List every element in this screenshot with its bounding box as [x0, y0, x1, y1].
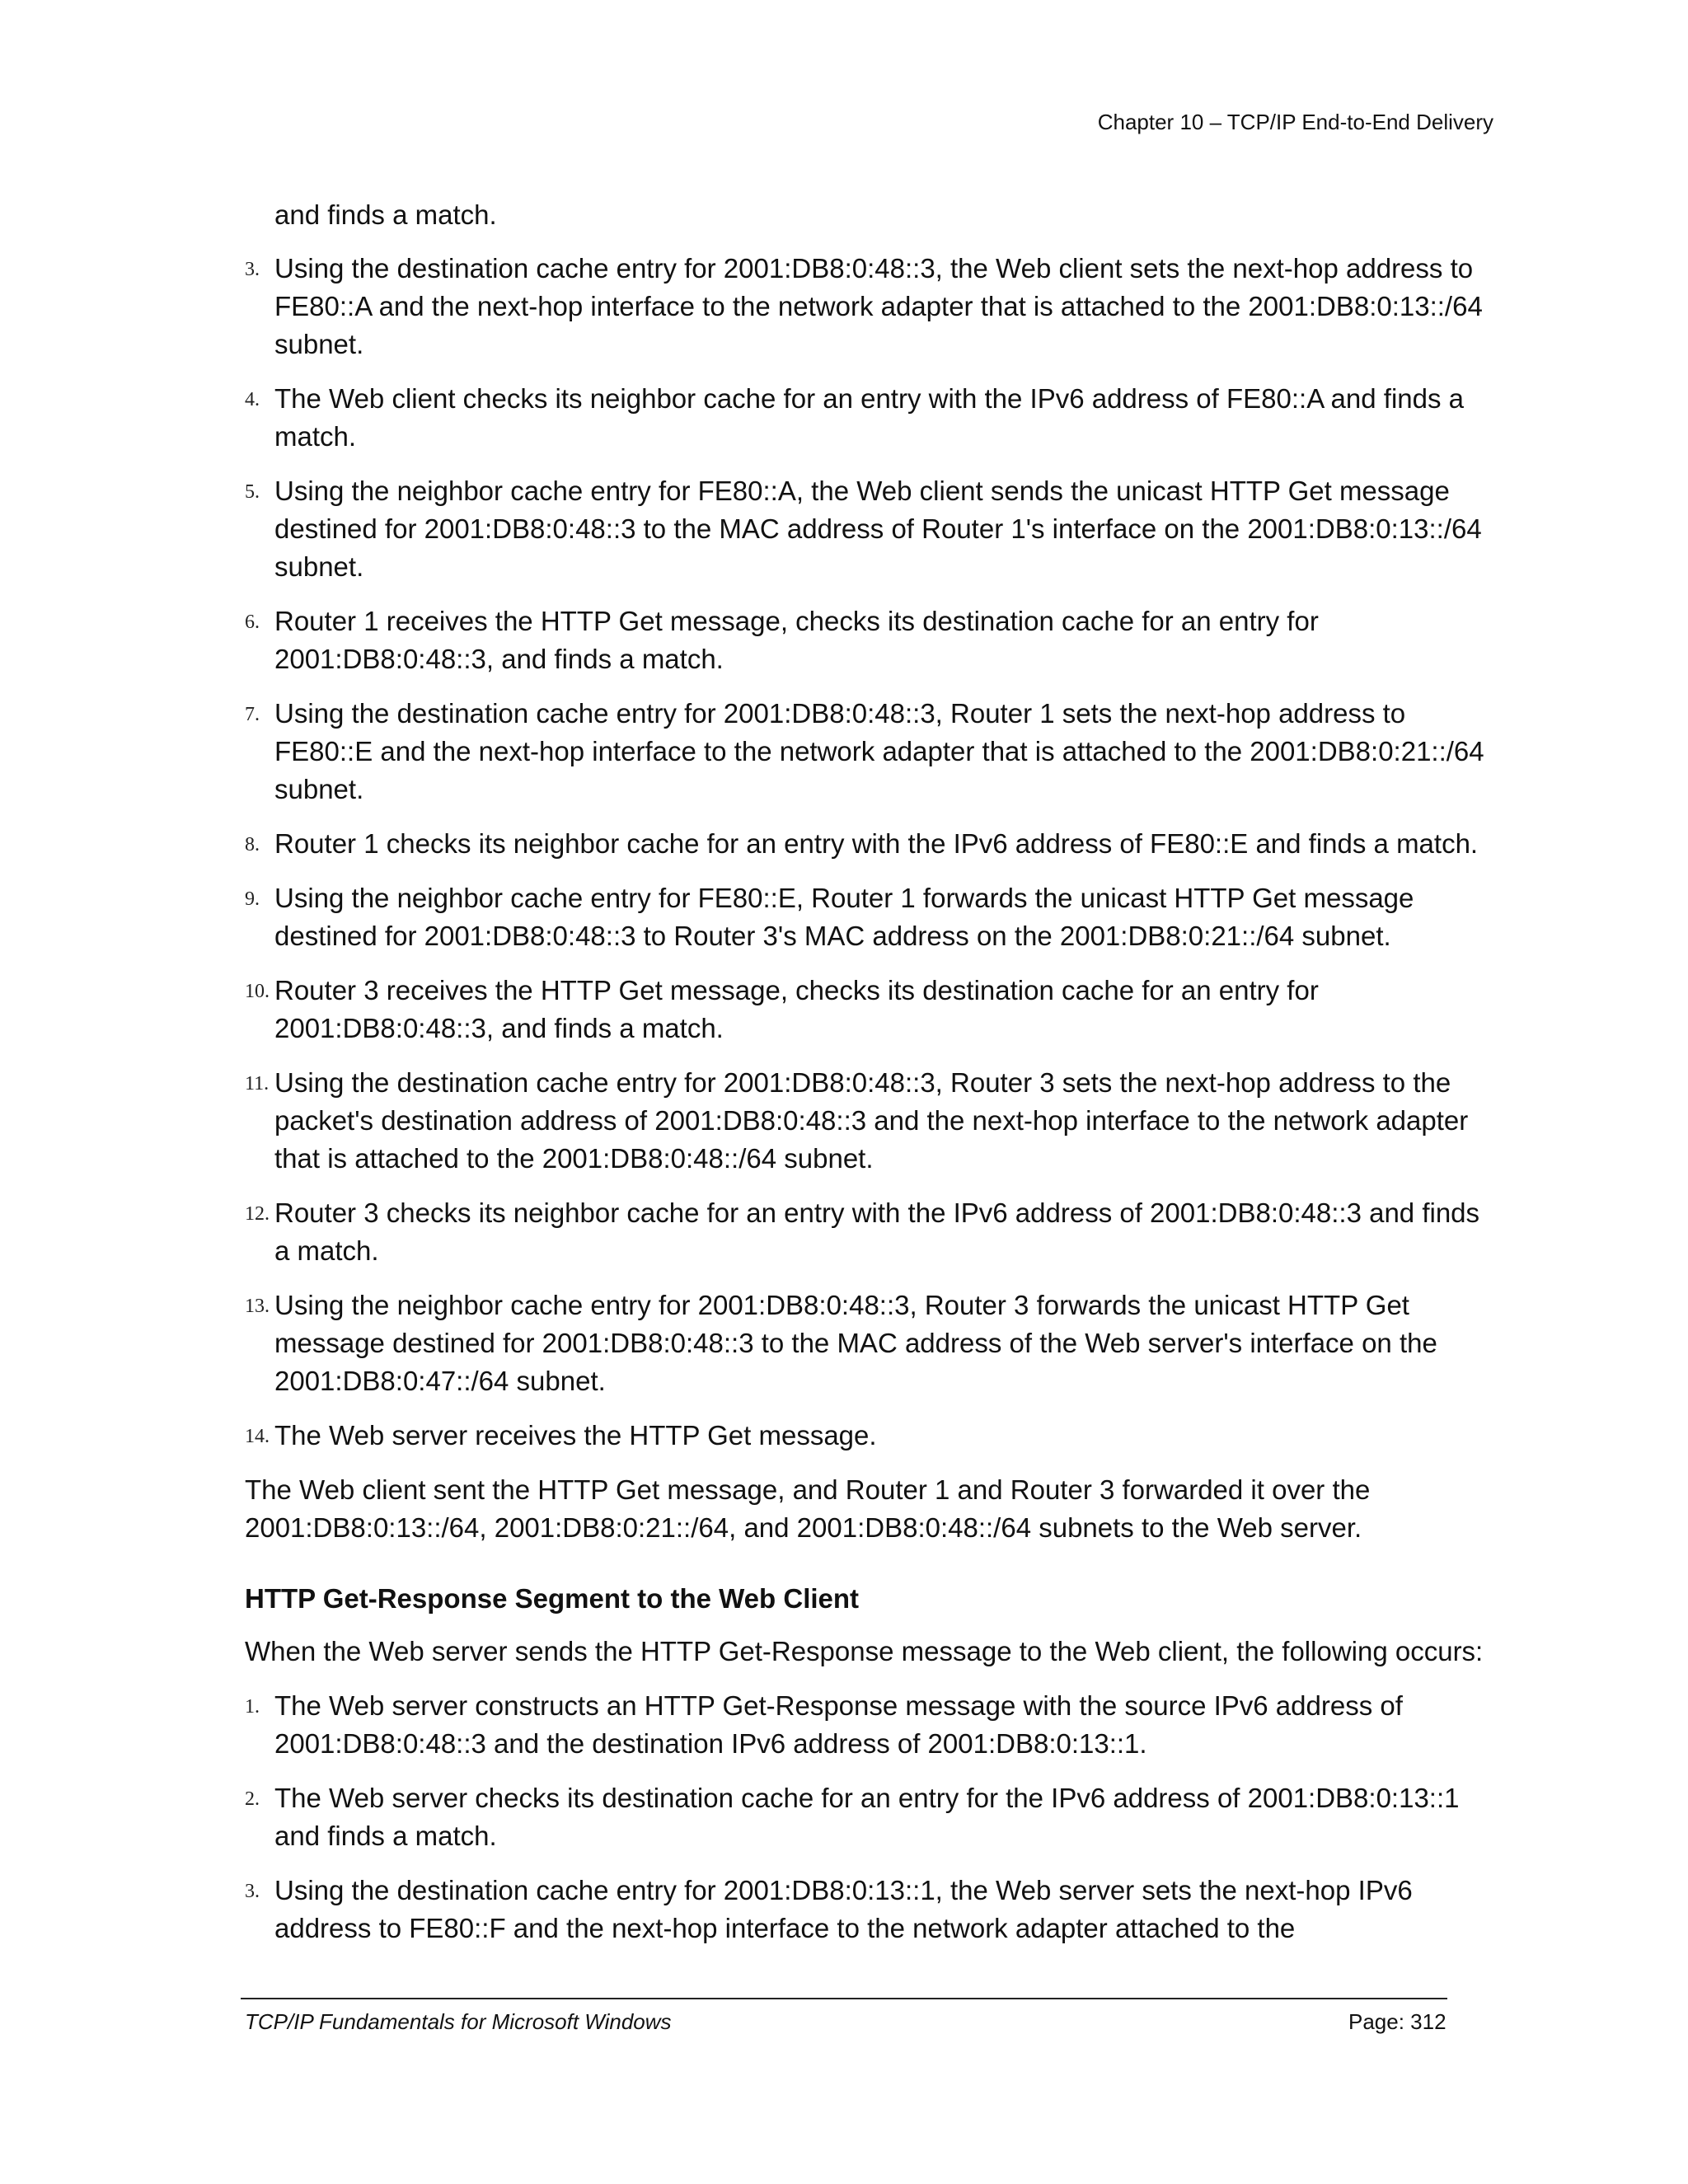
step-number: 6.	[245, 612, 260, 633]
list-item	[245, 380, 1498, 456]
list-item	[245, 825, 1498, 863]
step-text: The Web server checks its destination cache for an entry for the IPv6 address of 2001:DB8:0:13::1 and finds a match.	[274, 1783, 1460, 1851]
footer-book-title: TCP/IP Fundamentals for Microsoft Windows	[245, 2009, 672, 2034]
step-text: Using the destination cache entry for 2001:DB8:0:13::1, the Web server sets the next-hop IPv6 address to FE80::F and the next-hop interface to the network adapter attached to the	[274, 1875, 1413, 1943]
step-list-http-get	[245, 250, 1498, 1455]
step-text: Router 1 receives the HTTP Get message, checks its destination cache for an entry for 2001:DB8:0:48::3, and finds a match.	[274, 606, 1319, 674]
step-text: The Web client checks its neighbor cache for an entry with the IPv6 address of FE80::A and finds a match.	[274, 383, 1465, 452]
list-item	[245, 1779, 1498, 1855]
step-text: Using the destination cache entry for 2001:DB8:0:48::3, Router 3 sets the next-hop address to the packet's destination address of 2001:DB8:0:48::3 and the next-hop interface to the network adapter that is attached to the 2001:DB8:0:48::/64 subnet.	[274, 1067, 1469, 1174]
step-text: Router 3 receives the HTTP Get message, checks its destination cache for an entry for 2001:DB8:0:48::3, and finds a match.	[274, 975, 1319, 1043]
running-header: Chapter 10 – TCP/IP End-to-End Delivery	[1097, 110, 1493, 134]
list-item	[245, 879, 1498, 955]
step-text: The Web server receives the HTTP Get message.	[274, 1420, 877, 1451]
step-number: 12.	[245, 1203, 270, 1225]
step-text: Router 3 checks its neighbor cache for an entry with the IPv6 address of 2001:DB8:0:48::3 and finds a match.	[274, 1197, 1480, 1266]
step-text: Using the destination cache entry for 2001:DB8:0:48::3, the Web client sets the next-hop address to FE80::A and the next-hop interface to the network adapter that is attached to the 2001:DB8:0:13::/64 subnet.	[274, 253, 1483, 359]
summary-paragraph: The Web client sent the HTTP Get message, and Router 1 and Router 3 forwarded it over the 2001:DB8:0:13::/64, 2001:DB8:0:21::/64, and 2001:DB8:0:48::/64 subnets to the Web server.	[245, 1474, 1371, 1543]
step-list-http-get-response	[245, 1687, 1498, 1947]
list-item	[245, 1872, 1498, 1947]
list-item	[245, 602, 1498, 678]
list-item	[245, 1194, 1498, 1270]
step-text: Using the neighbor cache entry for FE80::A, the Web client sends the unicast HTTP Get message destined for 2001:DB8:0:48::3 to the MAC address of Router 1's interface on the 2001:DB8:0:13::/64 subnet.	[274, 476, 1482, 582]
step-text: Router 1 checks its neighbor cache for an entry with the IPv6 address of FE80::E and finds a match.	[274, 828, 1479, 859]
list-item	[245, 472, 1498, 586]
step-number: 3.	[245, 1881, 260, 1902]
list-item	[245, 250, 1498, 363]
step-number: 14.	[245, 1426, 270, 1447]
continuation-text: and finds a match.	[274, 199, 497, 230]
step-number: 1.	[245, 1696, 260, 1718]
list-item	[245, 1417, 1498, 1455]
step-number: 7.	[245, 704, 260, 725]
step-text: Using the destination cache entry for 2001:DB8:0:48::3, Router 1 sets the next-hop address to FE80::E and the next-hop interface to the network adapter that is attached to the 2001:DB8:0:21::/64 subnet.	[274, 698, 1484, 804]
step-text: Using the neighbor cache entry for 2001:DB8:0:48::3, Router 3 forwards the unicast HTTP Get message destined for 2001:DB8:0:48::3 to the MAC address of the Web server's interface on the 2001:DB8:0:47::/64 subnet.	[274, 1290, 1437, 1396]
footer-page-number: Page: 312	[1348, 2009, 1447, 2034]
step-number: 8.	[245, 834, 260, 855]
step-text: The Web server constructs an HTTP Get-Response message with the source IPv6 address of 2001:DB8:0:48::3 and the destination IPv6 address of 2001:DB8:0:13::1.	[274, 1690, 1403, 1759]
intro-paragraph: When the Web server sends the HTTP Get-Response message to the Web client, the following occurs:	[245, 1636, 1484, 1666]
step-number: 13.	[245, 1296, 270, 1317]
list-item	[245, 1064, 1498, 1178]
step-number: 9.	[245, 888, 260, 910]
page-body	[245, 196, 1498, 1964]
step-text: Using the neighbor cache entry for FE80::E, Router 1 forwards the unicast HTTP Get message destined for 2001:DB8:0:48::3 to Router 3's MAC address on the 2001:DB8:0:21::/64 subnet.	[274, 883, 1414, 951]
list-item	[245, 695, 1498, 808]
step-number: 4.	[245, 389, 260, 410]
list-item	[245, 1687, 1498, 1763]
step-number: 10.	[245, 981, 270, 1002]
step-number: 5.	[245, 481, 260, 503]
footer-divider	[241, 1998, 1447, 1999]
step-number: 3.	[245, 259, 260, 280]
list-item	[245, 972, 1498, 1047]
list-item	[245, 1286, 1498, 1400]
step-number: 11.	[245, 1073, 270, 1094]
step-number: 2.	[245, 1788, 260, 1810]
section-heading: HTTP Get-Response Segment to the Web Client	[245, 1583, 860, 1614]
